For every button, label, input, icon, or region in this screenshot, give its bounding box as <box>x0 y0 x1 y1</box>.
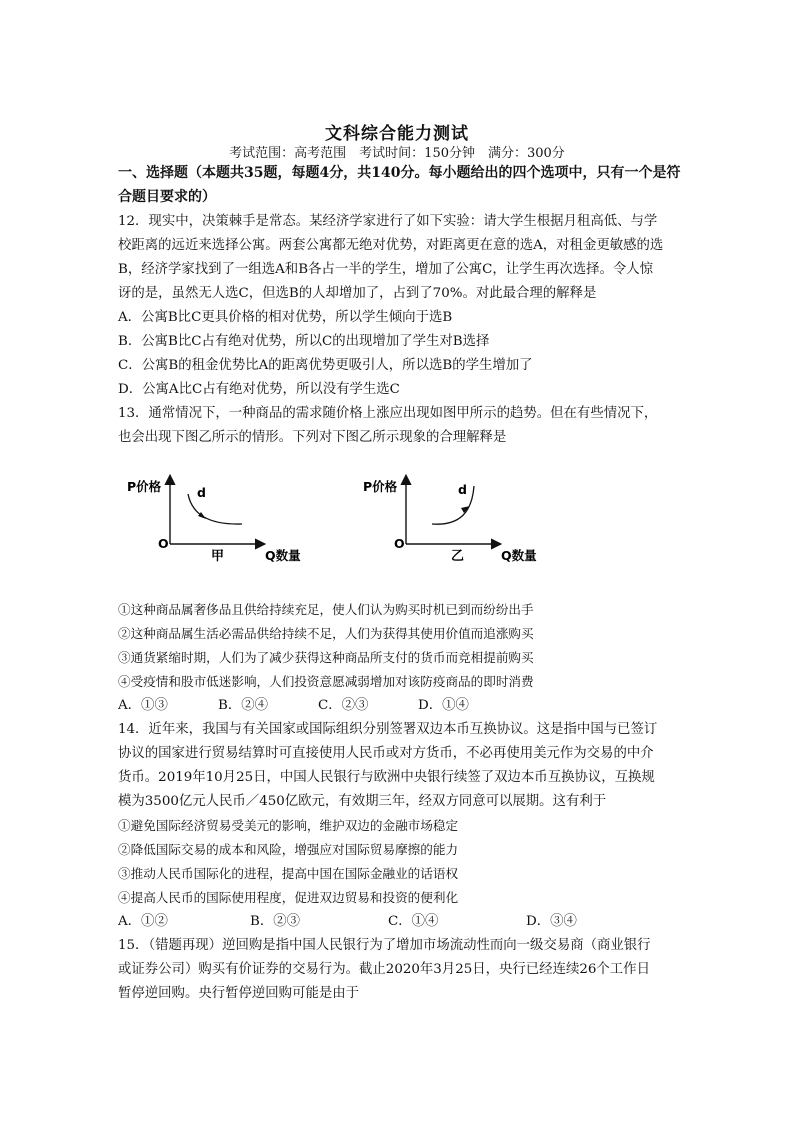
q14-option-d: D．③④ <box>526 914 577 929</box>
q12-option-b: B．公寓B比C占有绝对优势，所以C的出现增加了学生对B选择 <box>118 334 490 349</box>
q13-option-a: A．①③ <box>118 698 168 713</box>
graph-jia-origin: O <box>158 536 169 551</box>
graph-demand-yi <box>356 472 556 567</box>
q15-stem-line-2: 或证券公司）购买有价证券的交易行为。截止2020年3月25日，央行已经连续26个工作日 <box>118 962 650 977</box>
q14-stem-line-3: 货币。2019年10月25日，中国人民银行与欧洲中央银行续签了双边本币互换协议，互换规 <box>118 770 655 785</box>
q13-statement-2: ②这种商品属生活必需品供给持续不足，人们为获得其使用价值而追涨购买 <box>118 626 534 641</box>
q12-stem-line-1: 12．现实中，决策棘手是常态。某经济学家进行了如下实验：请大学生根据月租高低、与学 <box>118 214 658 229</box>
graph-yi-xlabel: Q数量 <box>501 548 537 563</box>
q13-stem-line-1: 13．通常情况下，一种商品的需求随价格上涨应出现如图甲所示的趋势。但在有些情况下， <box>118 406 658 421</box>
q13-stem-line-2: 也会出现下图乙所示的情形。下列对下图乙所示现象的合理解释是 <box>118 430 507 445</box>
q13-option-b: B．②④ <box>218 698 269 713</box>
graph-jia-caption: 甲 <box>211 549 225 564</box>
q13-statement-1: ①这种商品属奢侈品且供给持续充足，使人们认为购买时机已到而纷纷出手 <box>118 602 534 617</box>
q12-stem-line-4: 讶的是，虽然无人选C，但选B的人却增加了，占到了70%。对此最合理的解释是 <box>118 286 597 301</box>
q12-option-a: A．公寓B比C更具价格的相对优势，所以学生倾向于选B <box>118 310 453 325</box>
section-heading <box>118 161 688 209</box>
q12-stem-line-2: 校距离的远近来选择公寓。两套公寓都无绝对优势，对距离更在意的选A，对租金更敏感的选 <box>118 238 664 253</box>
page-title: 文科综合能力测试 <box>325 124 469 144</box>
graph-yi-ylabel: P价格 <box>363 479 398 494</box>
section-heading-line-1: 一、选择题（本题共35题，每题4分，共140分。每小题给出的四个选项中，只有一个是符 <box>118 165 681 181</box>
q14-stem-line-2: 协议的国家进行贸易结算时可直接使用人民币或对方货币，不必再使用美元作为交易的中介 <box>118 746 654 761</box>
q14-option-c: C．①④ <box>388 914 439 929</box>
q12-option-c: C．公寓B的租金优势比A的距离优势更吸引人，所以选B的学生增加了 <box>118 358 533 373</box>
q12-stem-line-3: B，经济学家找到了一组选A和B各占一半的学生，增加了公寓C，让学生再次选择。令人惊 <box>118 262 654 277</box>
graph-yi-caption: 乙 <box>451 549 465 564</box>
graph-yi-demand-curve <box>432 486 474 524</box>
graph-demand-jia <box>120 472 320 567</box>
q14-stem-line-4: 模为3500亿元人民币／450亿欧元，有效期三年，经双方同意可以展期。这有利于 <box>118 794 607 809</box>
q12-option-d: D．公寓A比C占有绝对优势，所以没有学生选C <box>118 382 400 397</box>
exam-info: 考试范围：高考范围 考试时间：150分钟 满分：300分 <box>229 146 565 161</box>
q14-statement-2: ②降低国际交易的成本和风险，增强应对国际贸易摩擦的能力 <box>118 842 459 857</box>
graph-yi-curve-label: d <box>458 482 467 497</box>
q14-statement-3: ③推动人民币国际化的进程，提高中国在国际金融业的话语权 <box>118 866 459 881</box>
q13-option-d: D．①④ <box>418 698 469 713</box>
graph-jia-ylabel: P价格 <box>127 479 162 494</box>
q14-stem-line-1: 14．近年来，我国与有关国家或国际组织分别签署双边本币互换协议。这是指中国与已签订 <box>118 722 658 737</box>
q15-stem-line-1: 15．（错题再现）逆回购是指中国人民银行为了增加市场流动性而向一级交易商（商业银行 <box>118 938 651 953</box>
q15-stem-line-3: 暂停逆回购。央行暂停逆回购可能是由于 <box>118 986 360 1001</box>
graph-yi-origin: O <box>394 536 405 551</box>
q14-statement-4: ④提高人民币的国际使用程度，促进双边贸易和投资的便利化 <box>118 890 459 905</box>
q13-option-c: C．②③ <box>318 698 369 713</box>
q13-statement-4: ④受疫情和股市低迷影响，人们投资意愿减弱增加对该防疫商品的即时消费 <box>118 674 534 689</box>
graph-jia-xlabel: Q数量 <box>265 548 301 563</box>
q14-statement-1: ①避免国际经济贸易受美元的影响，维护双边的金融市场稳定 <box>118 818 459 833</box>
graph-jia-curve-label: d <box>197 485 206 500</box>
section-heading-line-2: 合题目要求的） <box>118 189 216 205</box>
q14-option-a: A．①② <box>118 914 168 929</box>
q14-option-b: B．②③ <box>250 914 301 929</box>
q13-statement-3: ③通货紧缩时期，人们为了减少获得这种商品所支付的货币而竞相提前购买 <box>118 650 534 665</box>
